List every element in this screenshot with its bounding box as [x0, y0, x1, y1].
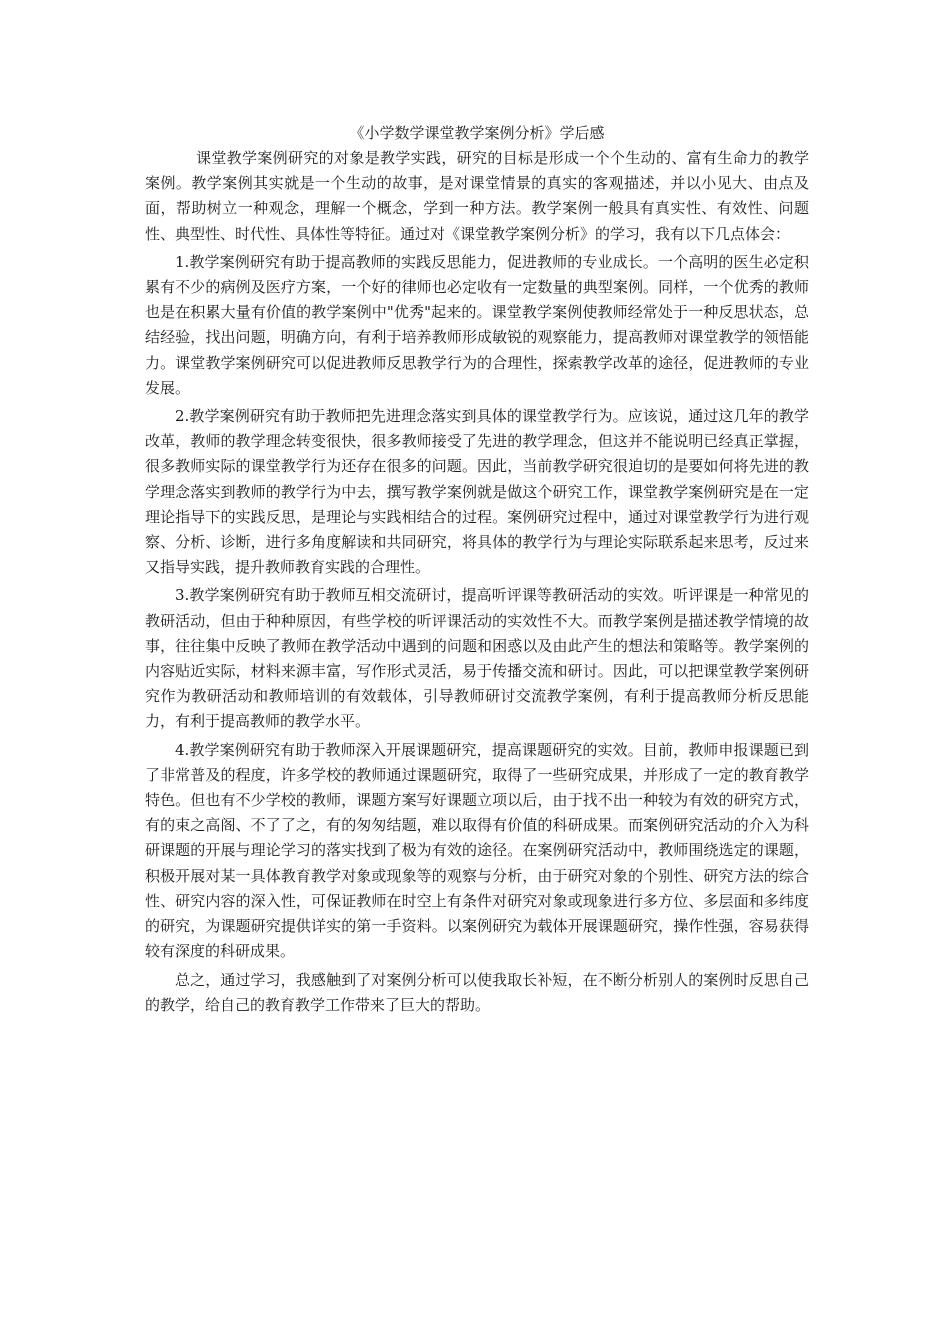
intro-paragraph: 课堂教学案例研究的对象是教学实践，研究的目标是形成一个个生动的、富有生命力的教学案例。教学案例其实就是一个生动的故事，是对课堂情景的真实的客观描述，并以小见大、由点及面，帮助树立一种观念，理解一个概念，学到一种方法。教学案例一般具有真实性、有效性、问题性、典型性、时代性、具体性等特征。通过对《课堂教学案例分析》的学习，我有以下几点体会：: [145, 149, 809, 243]
point-1-paragraph: 1.教学案例研究有助于提高教师的实践反思能力，促进教师的专业成长。一个高明的医生必定积累有不少的病例及医疗方案，一个好的律师也必定收有一定数量的典型案例。同样，一个优秀的教师也是在积累大量有价值的教学案例中"优秀"起来的。课堂教学案例使教师经常处于一种反思状态，总结经验，找出问题，明确方向，有利于培养教师形成敏锐的观察能力，提高教师对课堂教学的领悟能力。课堂教学案例研究可以促进教师反思教学行为的合理性，探索教学改革的途径，促进教师的专业发展。: [145, 252, 809, 397]
conclusion-paragraph: 总之，通过学习，我感触到了对案例分析可以使我取长补短，在不断分析别人的案例时反思自己的教学，给自己的教育教学工作带来了巨大的帮助。: [145, 970, 809, 1014]
point-3-paragraph: 3.教学案例研究有助于教师互相交流研讨，提高听评课等教研活动的实效。听评课是一种常见的教研活动，但由于种种原因，有些学校的听评课活动的实效性不大。而教学案例是描述教学情境的故事，往往集中反映了教师在教学活动中遇到的问题和困惑以及由此产生的想法和策略等。教学案例的内容贴近实际，材料来源丰富，写作形式灵活，易于传播交流和研讨。因此，可以把课堂教学案例研究作为教研活动和教师培训的有效载体，引导教师研讨交流教学案例，有利于提高教师分析反思能力，有利于提高教师的教学水平。: [145, 586, 809, 731]
point-4-paragraph: 4.教学案例研究有助于教师深入开展课题研究，提高课题研究的实效。目前，教师申报课题已到了非常普及的程度，许多学校的教师通过课题研究，取得了一些研究成果，并形成了一定的教育教学特色。但也有不少学校的教师，课题方案写好课题立项以后，由于找不出一种较为有效的研究方式，有的束之高阁、不了了之，有的匆匆结题，难以取得有价值的科研成果。而案例研究活动的介入为科研课题的开展与理论学习的落实找到了极为有效的途径。在案例研究活动中，教师围绕选定的课题，积极开展对某一具体教育教学对象或现象等的观察与分析，由于研究对象的个别性、研究方法的综合性、研究内容的深入性，可保证教师在时空上有条件对研究对象或现象进行多方位、多层面和多纬度的研究，为课题研究提供详实的第一手资料。以案例研究为载体开展课题研究，操作性强，容易获得较有深度的科研成果。: [145, 740, 809, 961]
point-2-paragraph: 2.教学案例研究有助于教师把先进理念落实到具体的课堂教学行为。应该说，通过这几年的教学改革，教师的教学理念转变很快，很多教师接受了先进的教学理念，但这并不能说明已经真正掌握，很多教师实际的课堂教学行为还存在很多的问题。因此，当前教学研究很迫切的是要如何将先进的教学理念落实到教师的教学行为中去，撰写教学案例就是做这个研究工作，课堂教学案例研究是在一定理论指导下的实践反思，是理论与实践相结合的过程。案例研究过程中，通过对课堂教学行为进行观察、分析、诊断，进行多角度解读和共同研究，将具体的教学行为与理论实际联系起来思考，反过来又指导实践，提升教师教育实践的合理性。: [145, 407, 809, 577]
document-page: [145, 122, 809, 1018]
document-title: 《小学数学课堂教学案例分析》学后感: [349, 124, 605, 142]
